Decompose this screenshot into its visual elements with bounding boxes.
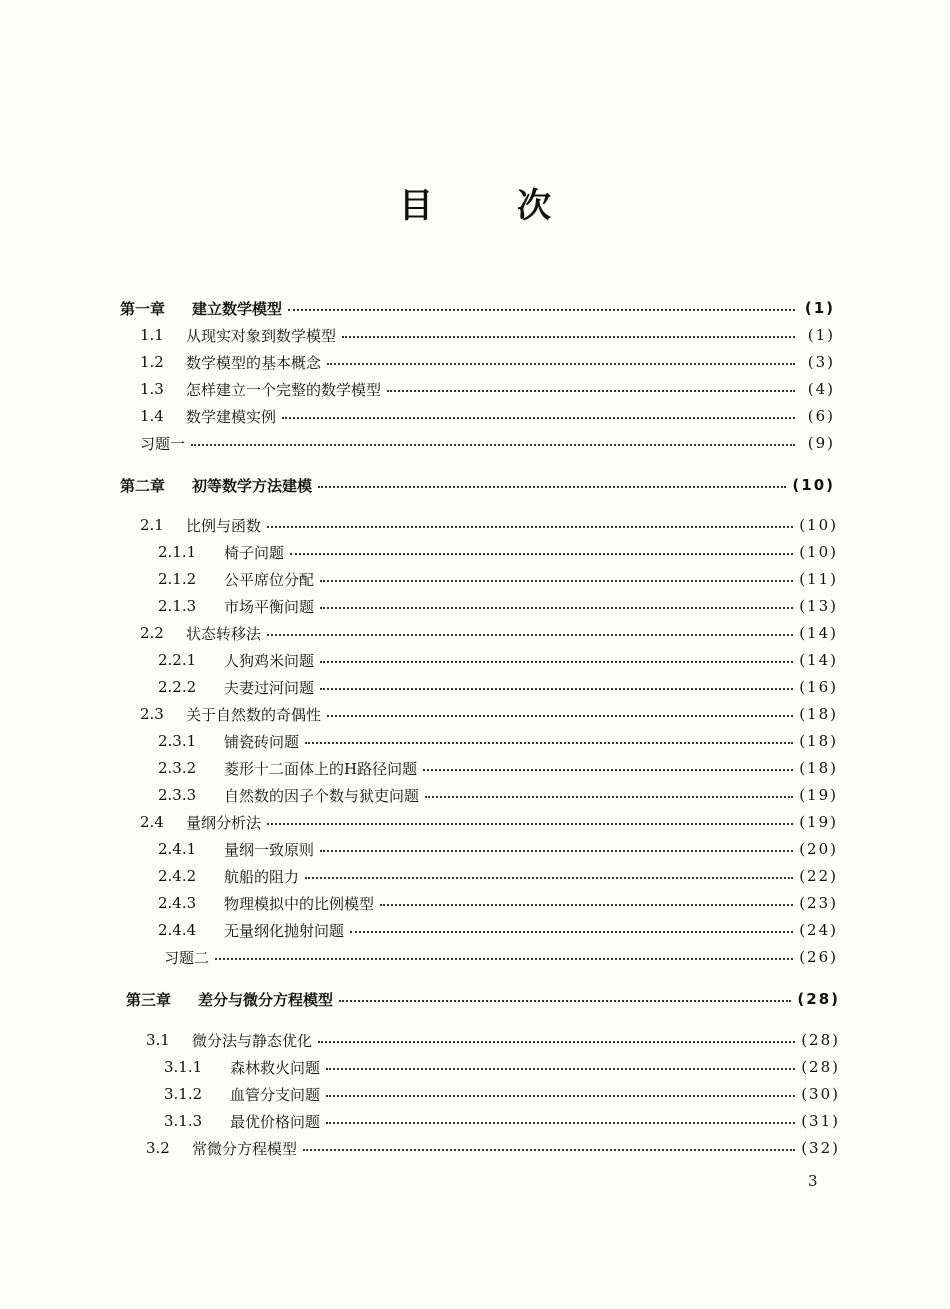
toc-entry-number: 1.4 [140,407,164,425]
toc-entry [158,918,838,942]
toc-entry-title: 初等数学方法建模 [192,476,313,495]
toc-entry [140,350,835,374]
toc-entry [164,1109,840,1133]
toc-entry-title: 数学模型的基本概念 [186,353,322,372]
dot-leader [326,1122,795,1124]
toc-entry [140,621,838,645]
toc-entry-title: 无量纲化抛射问题 [224,921,345,940]
dot-leader [380,904,793,906]
toc-entry-page: (23) [799,894,838,912]
toc-entry-page: (28) [801,1031,840,1049]
toc-entry-title: 铺瓷砖问题 [224,732,300,751]
toc-entry [140,702,838,726]
toc-entry [158,837,838,861]
toc-entry-number: 2.3 [140,705,164,723]
toc-entry [146,1136,840,1160]
dot-leader [318,1041,795,1043]
toc-entry-number: 3.1.2 [164,1085,203,1103]
toc-entry-page: (1) [804,299,835,317]
dot-leader [320,580,793,582]
toc-entry [158,540,838,564]
toc-entry-title: 夫妻过河问题 [224,678,315,697]
toc-entry-title: 自然数的因子个数与狱吏问题 [224,786,420,805]
dot-leader [191,444,795,446]
dot-leader [320,607,793,609]
toc-entry-title: 森林救火问题 [230,1058,321,1077]
toc-entry-title: 血管分支问题 [230,1085,321,1104]
dot-leader [326,1068,795,1070]
toc-entry-title: 习题一 [140,434,186,453]
toc-entry [158,729,838,753]
toc-entry-title: 菱形十二面体上的H路径问题 [224,759,418,778]
dot-leader [425,796,793,798]
toc-entry-title: 物理模拟中的比例模型 [224,894,375,913]
page-number: 3 [808,1172,818,1190]
toc-entry-page: (3) [807,353,835,371]
toc-entry [158,594,838,618]
title-char-2: 次 [517,186,551,226]
toc-entry-number: 1.2 [140,353,164,371]
dot-leader [327,363,795,365]
toc-entry [140,404,835,428]
toc-entry-page: (10) [792,476,835,494]
toc-entry-number: 2.4.2 [158,867,197,885]
toc-entry-title: 微分法与静态优化 [192,1031,313,1050]
toc-entry-page: (32) [801,1139,840,1157]
toc-entry-page: (16) [799,678,838,696]
toc-entry-page: (18) [799,732,838,750]
toc-entry [164,1055,840,1079]
dot-leader [342,336,795,338]
toc-entry-page: (10) [799,543,838,561]
toc-entry-page: (19) [799,786,838,804]
dot-leader [318,486,786,488]
toc-entry-number: 第二章 [120,476,166,495]
toc-entry-page: (19) [799,813,838,831]
dot-leader [320,661,793,663]
toc-entry-title: 量纲一致原则 [224,840,315,859]
toc-entry-number: 2.1.1 [158,543,197,561]
toc-entry-number: 2.4 [140,813,164,831]
dot-leader [326,1095,795,1097]
toc-entry-title: 航船的阻力 [224,867,300,886]
toc-entry-page: (13) [799,597,838,615]
toc-entry [140,810,838,834]
dot-leader [290,553,793,555]
toc-entry-number: 3.1.3 [164,1112,203,1130]
toc-entry-number: 第一章 [120,299,166,318]
toc-entry-number: 第三章 [126,990,172,1009]
toc-entry-page: (28) [801,1058,840,1076]
toc-entry-number: 2.3.1 [158,732,197,750]
dot-leader [320,688,793,690]
toc-entry-number: 1.1 [140,326,164,344]
dot-leader [387,390,795,392]
toc-entry-title: 习题二 [164,948,210,967]
toc-entry-title: 常微分方程模型 [192,1139,298,1158]
dot-leader [288,309,795,311]
toc-entry-number: 2.4.3 [158,894,197,912]
toc-entry-number: 2.1.2 [158,570,197,588]
toc-entry-title: 量纲分析法 [186,813,262,832]
toc-entry-page: (14) [799,624,838,642]
toc-entry-title: 公平席位分配 [224,570,315,589]
dot-leader [423,769,793,771]
toc-entry-number: 2.1.3 [158,597,197,615]
toc-chapter-entry [120,296,835,320]
dot-leader [305,742,793,744]
page-title [0,178,950,227]
toc-entry-page: (1) [807,326,835,344]
toc-entry [140,377,835,401]
toc-entry-number: 2.3.3 [158,786,197,804]
toc-entry-title: 状态转移法 [186,624,262,643]
toc-entry-title: 最优价格问题 [230,1112,321,1131]
toc-entry [158,891,838,915]
toc-entry-page: (10) [799,516,838,534]
dot-leader [327,715,793,717]
toc-entry-number: 2.4.4 [158,921,197,939]
toc-entry [158,648,838,672]
dot-leader [282,417,795,419]
toc-entry-number: 2.1 [140,516,164,534]
toc-entry-title: 差分与微分方程模型 [198,990,334,1009]
toc-entry-number: 3.1 [146,1031,170,1049]
dot-leader [215,958,793,960]
toc-entry-number: 3.2 [146,1139,170,1157]
toc-entry-title: 数学建模实例 [186,407,277,426]
toc-entry-number: 2.4.1 [158,840,197,858]
toc-entry-page: (20) [799,840,838,858]
dot-leader [350,931,793,933]
toc-entry-title: 比例与函数 [186,516,262,535]
dot-leader [267,526,793,528]
toc-entry-page: (24) [799,921,838,939]
toc-entry-page: (4) [807,380,835,398]
toc-entry-title: 人狗鸡米问题 [224,651,315,670]
toc-entry [158,756,838,780]
toc-entry-page: (14) [799,651,838,669]
toc-entry-page: (9) [807,434,835,452]
toc-chapter-entry [120,473,835,497]
title-char-1: 目 [399,186,433,226]
toc-entry-page: (28) [797,990,840,1008]
toc-entry-title: 椅子问题 [224,543,285,562]
toc-entry-number: 3.1.1 [164,1058,203,1076]
dot-leader [339,1000,791,1002]
toc-chapter-entry [126,987,840,1011]
toc-entry-page: (22) [799,867,838,885]
toc-entry-page: (26) [799,948,838,966]
toc-entry-number: 2.2 [140,624,164,642]
toc-entry-page: (18) [799,705,838,723]
dot-leader [305,877,793,879]
toc-entry-number: 2.2.2 [158,678,197,696]
toc-entry [140,513,838,537]
toc-entry [158,783,838,807]
toc-entry-page: (18) [799,759,838,777]
toc-entry-title: 建立数学模型 [192,299,283,318]
toc-entry-title: 关于自然数的奇偶性 [186,705,322,724]
toc-entry-title: 市场平衡问题 [224,597,315,616]
toc-entry-title: 从现实对象到数学模型 [186,326,337,345]
toc-entry-page: (6) [807,407,835,425]
toc-entry-number: 2.2.1 [158,651,197,669]
toc-entry-page: (11) [799,570,838,588]
toc-entry-number: 1.3 [140,380,164,398]
toc-entry [158,864,838,888]
dot-leader [267,634,793,636]
toc-entry-number: 2.3.2 [158,759,197,777]
toc-entry [158,567,838,591]
toc-entry-page: (30) [801,1085,840,1103]
toc-entry [164,945,838,969]
toc-entry [158,675,838,699]
toc-entry [164,1082,840,1106]
toc-entry [146,1028,840,1052]
toc-entry [140,431,835,455]
toc-entry [140,323,835,347]
dot-leader [303,1149,795,1151]
dot-leader [320,850,793,852]
toc-entry-page: (31) [801,1112,840,1130]
dot-leader [267,823,793,825]
toc-entry-title: 怎样建立一个完整的数学模型 [186,380,382,399]
